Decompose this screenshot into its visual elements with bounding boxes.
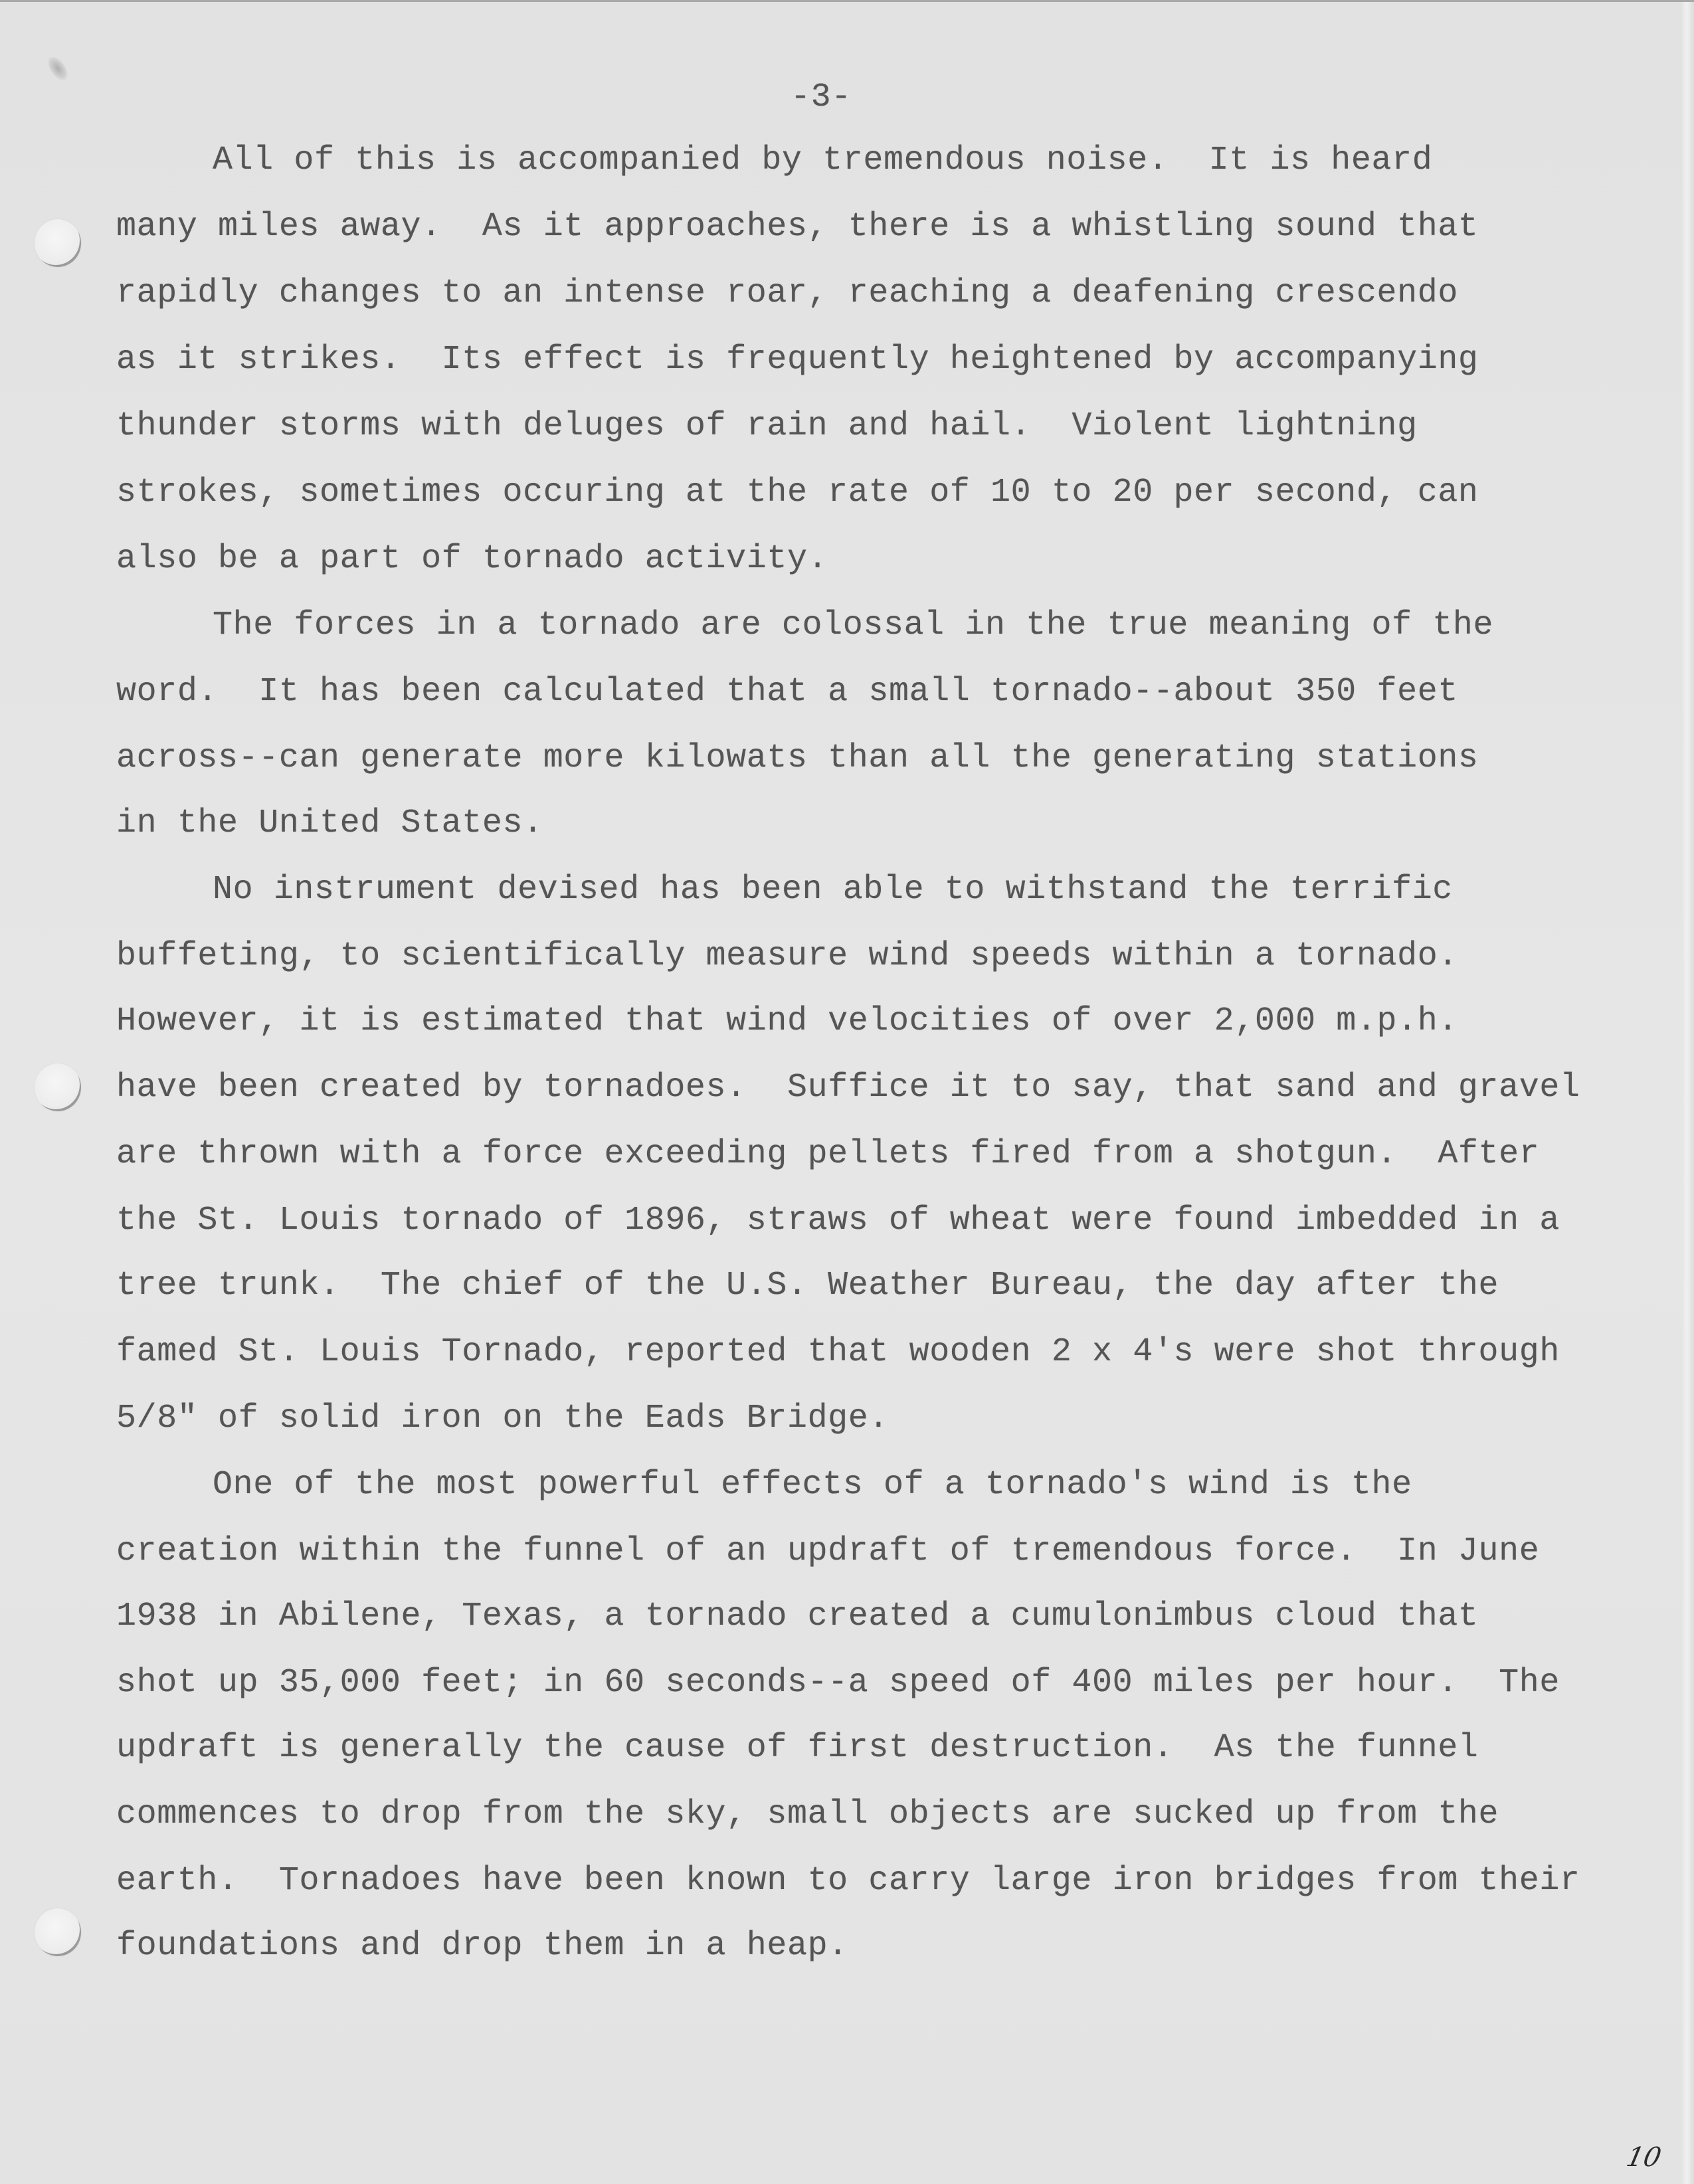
paragraph-4-line-6: commences to drop from the sky, small objects are sucked up from the [116,1795,1499,1833]
paragraph-1-line-4: as it strikes. Its effect is frequently heightened by accompanying [116,341,1479,379]
paragraph-3-line-7: tree trunk. The chief of the U.S. Weather Bureau, the day after the [116,1267,1499,1305]
paragraph-1-line-5: thunder storms with deluges of rain and hail. Violent lightning [116,407,1418,445]
punch-hole-bottom [35,1908,81,1956]
punch-hole-middle [35,1063,81,1111]
paragraph-1-line-1: All of this is accompanied by tremendous noise. It is heard [213,141,1433,179]
paragraph-3-line-5: are thrown with a force exceeding pellets fired from a shotgun. After [116,1135,1540,1173]
paragraph-4-line-7: earth. Tornadoes have been known to carry large iron bridges from their [116,1862,1580,1900]
paragraph-4-line-1: One of the most powerful effects of a tornado's wind is the [213,1466,1412,1504]
paragraph-1-line-6: strokes, sometimes occuring at the rate of 10 to 20 per second, can [116,474,1479,511]
paragraph-3-line-4: have been created by tornadoes. Suffice it to say, that sand and gravel [116,1069,1580,1107]
paragraph-3-line-2: buffeting, to scientifically measure wind speeds within a tornado. [116,937,1458,975]
paragraph-2-line-1: The forces in a tornado are colossal in the true meaning of the [213,606,1494,644]
paragraph-3-line-8: famed St. Louis Tornado, reported that wooden 2 x 4's were shot through [116,1333,1560,1371]
paragraph-4-line-4: shot up 35,000 feet; in 60 seconds--a speed of 400 miles per hour. The [116,1664,1560,1702]
paragraph-3-line-3: However, it is estimated that wind velocities of over 2,000 m.p.h. [116,1002,1458,1040]
paragraph-4-line-2: creation within the funnel of an updraft of tremendous force. In June [116,1532,1540,1570]
paragraph-4-line-8: foundations and drop them in a heap. [116,1927,848,1965]
paragraph-3-line-1: No instrument devised has been able to withstand the terrific [213,871,1453,909]
paragraph-2-line-4: in the United States. [116,804,543,842]
paragraph-3-line-9: 5/8" of solid iron on the Eads Bridge. [116,1400,889,1437]
paragraph-4-line-5: updraft is generally the cause of first destruction. As the funnel [116,1729,1479,1767]
paragraph-3-line-6: the St. Louis tornado of 1896, straws of wheat were found imbedded in a [116,1202,1560,1239]
paragraph-1-line-2: many miles away. As it approaches, there is a whistling sound that [116,208,1479,246]
punch-hole-top [35,219,81,267]
handwritten-page-number: 10 [1624,2142,1664,2173]
paragraph-1-line-7: also be a part of tornado activity. [116,540,828,578]
paragraph-2-line-2: word. It has been calculated that a small tornado--about 350 feet [116,673,1458,711]
paper-smudge [45,53,72,83]
paragraph-2-line-3: across--can generate more kilowats than all the generating stations [116,739,1479,777]
paragraph-4-line-3: 1938 in Abilene, Texas, a tornado created a cumulonimbus cloud that [116,1597,1479,1635]
page-number: -3- [791,78,852,116]
page-edge-shadow [1682,2,1694,2184]
paragraph-1-line-3: rapidly changes to an intense roar, reaching a deafening crescendo [116,274,1458,312]
